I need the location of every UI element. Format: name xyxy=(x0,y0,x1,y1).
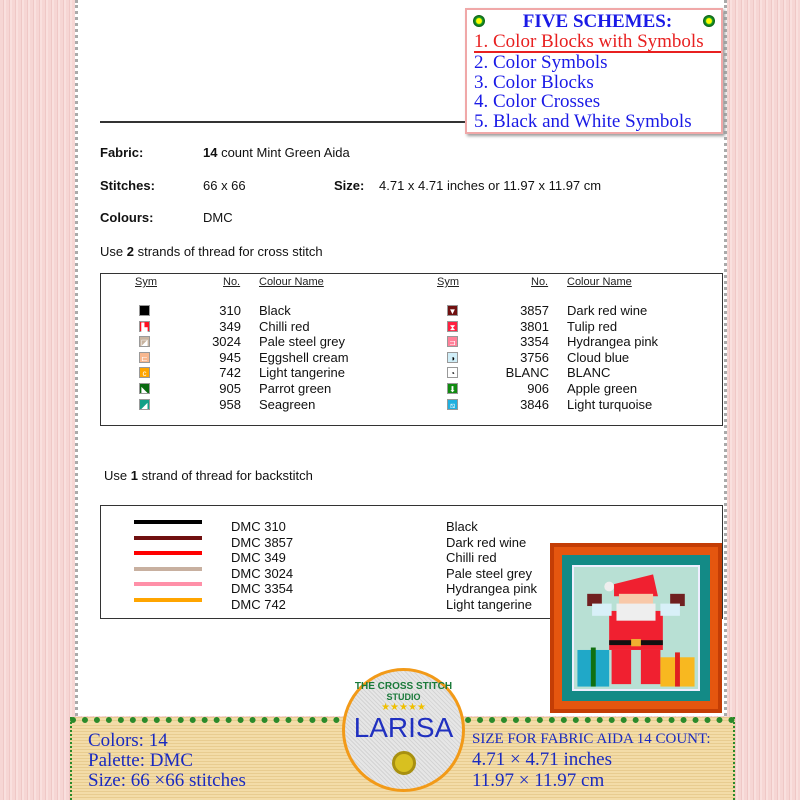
backstitch-code: DMC 349 xyxy=(231,550,286,566)
colour-name: Eggshell cream xyxy=(259,349,349,365)
dmc-number: 3801 xyxy=(520,318,549,334)
banner-palette: Palette: DMC xyxy=(88,750,194,771)
stitches-label: Stitches: xyxy=(100,178,155,193)
colours-value: DMC xyxy=(203,210,233,225)
colour-name: Chilli red xyxy=(259,318,310,334)
dmc-number: 905 xyxy=(219,381,241,396)
header-no: No. xyxy=(531,276,549,288)
stitches-value: 66 x 66 xyxy=(203,178,246,193)
header-sym: Sym xyxy=(437,276,459,288)
header-name: Colour Name xyxy=(259,276,324,288)
backstitch-code: DMC 3354 xyxy=(231,581,294,597)
banner-cm: 11.97 × 11.97 cm xyxy=(472,770,605,791)
symbol-swatch-icon: ⧅ xyxy=(447,399,458,410)
colour-name: Light turquoise xyxy=(567,396,653,412)
backstitch-colour-name: Chilli red xyxy=(446,550,497,566)
scheme-item[interactable]: 4. Color Crosses xyxy=(474,91,601,112)
colour-row xyxy=(101,319,721,335)
dmc-number: 3024 xyxy=(212,334,241,350)
backstitch-note: Use 1 strand of thread for backstitch xyxy=(104,468,313,483)
fabric-type: count Mint Green Aida xyxy=(217,145,350,160)
colour-name: Parrot green xyxy=(259,381,332,396)
symbol-swatch-icon: ◔ xyxy=(447,367,458,378)
dmc-number: 945 xyxy=(219,349,241,365)
symbol-swatch-icon: c xyxy=(139,367,150,378)
colour-name: Light tangerine xyxy=(259,365,346,381)
schemes-title: FIVE SCHEMES: xyxy=(522,11,673,32)
backstitch-code: DMC 3024 xyxy=(231,565,294,581)
dmc-number: 906 xyxy=(527,381,549,396)
symbol-swatch-icon: ◪ xyxy=(140,338,149,348)
symbol-swatch-icon: ▼ xyxy=(448,307,457,316)
symbol-swatch-icon: ▙ xyxy=(139,321,150,332)
backstitch-line-swatch xyxy=(134,598,202,602)
banner-details xyxy=(88,731,246,791)
dmc-number: 3354 xyxy=(520,334,549,350)
banner-colors: Colors: 14 xyxy=(88,730,168,751)
scheme-item[interactable]: 1. Color Blocks with Symbols xyxy=(474,32,721,54)
size-label: Size: xyxy=(334,178,365,193)
fabric-label: Fabric: xyxy=(100,145,144,160)
backstitch-colour-name: Black xyxy=(446,519,478,534)
fabric-count: 14 xyxy=(203,145,218,160)
size-value: 4.71 x 4.71 inches or 11.97 x 11.97 cm xyxy=(379,178,602,193)
dmc-number: 310 xyxy=(219,303,241,318)
banner-size-title: SIZE FOR FABRIC AIDA 14 COUNT: xyxy=(472,731,711,747)
backstitch-line-swatch xyxy=(134,567,202,571)
backstitch-line-swatch xyxy=(134,520,202,524)
dmc-number: 3756 xyxy=(520,349,549,365)
backstitch-colour-name: Dark red wine xyxy=(446,534,527,550)
banner-sizes xyxy=(472,749,612,791)
banner-inches: 4.71 × 4.71 inches xyxy=(472,749,613,770)
backstitch-line-swatch xyxy=(134,582,202,586)
dmc-number: 742 xyxy=(219,365,241,381)
scheme-item[interactable]: 5. Black and White Symbols xyxy=(474,110,692,132)
colour-name: Seagreen xyxy=(259,396,316,412)
symbol-swatch-icon: ⊏ xyxy=(139,352,150,363)
fabric-value xyxy=(203,145,350,160)
dmc-number: 3857 xyxy=(520,303,549,318)
dmc-number: BLANC xyxy=(505,365,549,381)
strands-note: Use 2 strands of thread for cross stitch xyxy=(100,244,323,259)
colour-key-table xyxy=(100,273,723,426)
colour-row xyxy=(101,365,721,381)
green-bullet-icon xyxy=(473,15,485,27)
symbol-swatch-icon: ⧗ xyxy=(447,321,458,332)
dmc-number: 349 xyxy=(219,318,241,334)
symbol-swatch-icon: ◣ xyxy=(139,383,150,394)
backstitch-code: DMC 742 xyxy=(231,597,286,612)
colour-row xyxy=(101,303,721,319)
mascot-icon xyxy=(392,751,416,775)
divider xyxy=(100,121,470,123)
backstitch-code: DMC 310 xyxy=(231,519,286,534)
colour-name: Pale steel grey xyxy=(259,334,345,350)
colour-row xyxy=(101,381,721,397)
backstitch-line-swatch xyxy=(134,536,202,540)
colour-name: Black xyxy=(259,303,291,318)
colour-name: Cloud blue xyxy=(567,349,630,365)
dmc-number: 3846 xyxy=(520,396,549,412)
backstitch-colour-name: Light tangerine xyxy=(446,597,533,612)
colour-row xyxy=(101,350,721,366)
symbol-swatch-icon: ◑ xyxy=(447,352,458,363)
colour-name: Tulip red xyxy=(567,318,618,334)
santa-pattern-preview[interactable] xyxy=(550,543,722,713)
banner-size: Size: 66 ×66 stitches xyxy=(88,770,246,791)
colour-row xyxy=(101,334,721,350)
scheme-item[interactable]: 2. Color Symbols xyxy=(474,52,608,73)
scheme-item[interactable]: 3. Color Blocks xyxy=(474,71,594,93)
colour-row xyxy=(101,397,721,413)
green-bullet-icon xyxy=(703,15,715,27)
backstitch-colour-name: Hydrangea pink xyxy=(446,581,538,597)
colours-label: Colours: xyxy=(100,210,154,225)
symbol-swatch-icon: ◢ xyxy=(139,399,150,410)
colour-name: BLANC xyxy=(567,365,611,381)
colour-name: Dark red wine xyxy=(567,303,648,318)
colour-name: Hydrangea pink xyxy=(567,334,659,350)
schemes-panel xyxy=(465,8,723,134)
symbol-swatch-icon: ⊐ xyxy=(447,336,458,347)
backstitch-code: DMC 3857 xyxy=(231,534,294,550)
larisa-studio-logo: THE CROSS STITCH STUDIO ★★★★★ LARISA xyxy=(342,668,465,792)
backstitch-colour-name: Pale steel grey xyxy=(446,565,532,581)
header-no: No. xyxy=(223,276,241,288)
symbol-swatch-icon: ⬇ xyxy=(447,383,458,394)
backstitch-line-swatch xyxy=(134,551,202,555)
dmc-number: 958 xyxy=(219,396,241,412)
header-name: Colour Name xyxy=(567,276,632,288)
colour-name: Apple green xyxy=(567,381,638,396)
header-sym: Sym xyxy=(135,276,157,288)
santa-image xyxy=(574,567,698,689)
